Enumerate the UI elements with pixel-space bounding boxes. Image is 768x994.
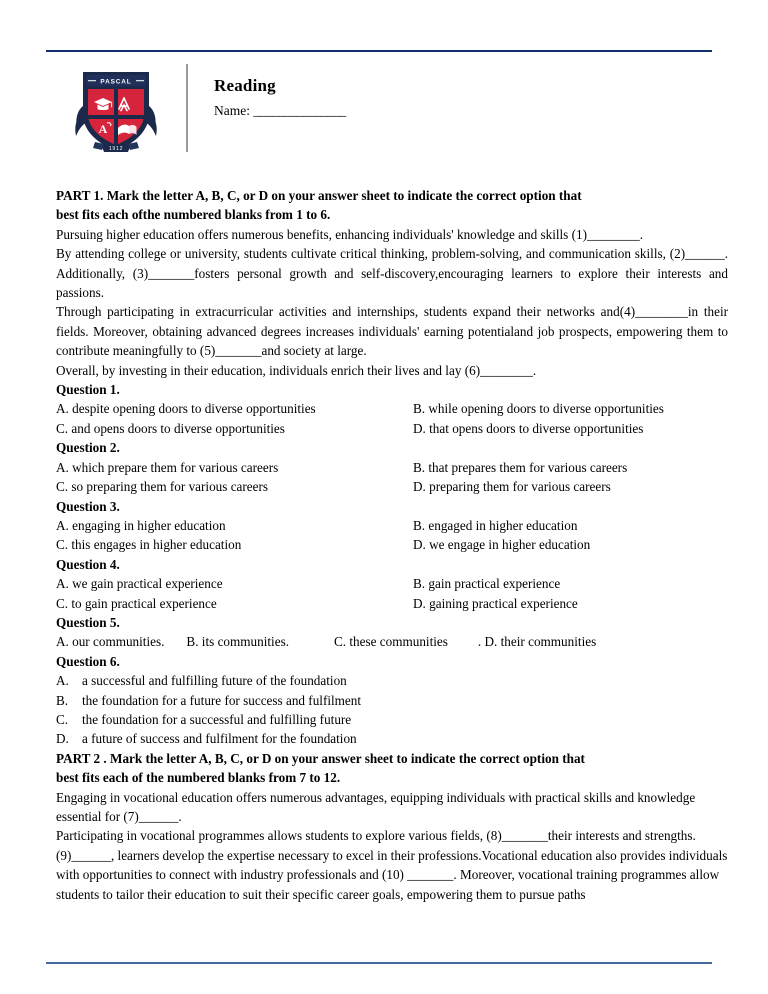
question-6-option-a-text: a successful and fulfilling future of the foundation xyxy=(82,673,347,689)
question-6-option-d-text: a future of success and fulfilment for the foundation xyxy=(82,731,357,747)
question-3-options-row-2 xyxy=(56,535,728,554)
question-6-option-a[interactable] xyxy=(56,671,728,690)
name-field-line xyxy=(214,102,346,120)
question-2-option-b[interactable]: B. that prepares them for various careers xyxy=(413,459,628,475)
title-block xyxy=(188,62,346,120)
question-2-option-d[interactable]: D. preparing them for various careers xyxy=(413,479,611,495)
svg-text:A: A xyxy=(98,122,108,136)
part1-passage-para-4: Overall, by investing in their education, individuals enrich their lives and lay (6)________. xyxy=(56,362,537,378)
worksheet-content xyxy=(56,186,728,904)
part2-heading-line2: best fits each of the numbered blanks from 7 to 12. xyxy=(56,770,341,786)
part2-passage-para-2: Participating in vocational programmes allows students to explore various fields, (8)_______their interests and strengths. (9)______, learners develop the expertise necessary to excel in their professions.Vocational education also provides individuals with opportunities to connect with industry professionals and (10) _______. Moreover, vocational training programmes allow students to tailor their education to suit their specific career goals, empowering them to pursue paths xyxy=(56,828,728,902)
question-3-option-b[interactable]: B. engaged in higher education xyxy=(413,517,578,533)
question-2-option-a[interactable]: A. which prepare them for various careers xyxy=(56,459,279,475)
question-6-option-c-text: the foundation for a successful and fulfilling future xyxy=(82,711,352,727)
question-1-options-row-2 xyxy=(56,419,728,438)
question-5-options-row xyxy=(56,632,728,651)
question-2-options-row-2 xyxy=(56,477,728,496)
question-5-option-d[interactable]: . D. their communities xyxy=(477,634,597,650)
question-4-option-d[interactable]: D. gaining practical experience xyxy=(413,595,578,611)
part1-heading-line1: PART 1. Mark the letter A, B, C, or D on your answer sheet to indicate the correct option that xyxy=(56,188,582,203)
question-3-option-c[interactable]: C. this engages in higher education xyxy=(56,537,242,553)
part1-heading-line2: best fits each ofthe numbered blanks from 1 to 6. xyxy=(56,207,331,223)
question-1-options-row-1 xyxy=(56,399,728,418)
question-6-option-c-letter: C. xyxy=(56,711,69,727)
name-label: Name: xyxy=(214,103,250,119)
pascal-school-crest-icon xyxy=(73,64,159,156)
question-1-option-c[interactable]: C. and opens doors to diverse opportunities xyxy=(56,420,285,436)
header-rule-top xyxy=(46,50,712,52)
question-4-option-b[interactable]: B. gain practical experience xyxy=(413,576,561,592)
question-4-option-a[interactable]: A. we gain practical experience xyxy=(56,576,223,592)
question-2-option-c[interactable]: C. so preparing them for various careers xyxy=(56,479,269,495)
question-6-option-d[interactable] xyxy=(56,729,728,748)
question-5-option-c[interactable]: C. these communities xyxy=(334,634,448,650)
question-5-option-b[interactable]: B. its communities. xyxy=(186,634,289,650)
question-6-label: Question 6. xyxy=(56,653,120,669)
question-6-option-a-letter: A. xyxy=(56,673,69,689)
question-1-option-a[interactable]: A. despite opening doors to diverse opportunities xyxy=(56,401,316,417)
question-3-label: Question 3. xyxy=(56,498,120,514)
question-5-label: Question 5. xyxy=(56,614,120,630)
question-1-label: Question 1. xyxy=(56,382,120,398)
crest-school-name: PASCAL xyxy=(100,78,132,86)
question-3-option-a[interactable]: A. engaging in higher education xyxy=(56,517,226,533)
page-title: Reading xyxy=(214,76,276,95)
crest-founding-year: 1912 xyxy=(108,146,124,152)
name-blank: _______________ xyxy=(253,103,346,119)
document-masthead xyxy=(46,62,712,162)
question-3-option-d[interactable]: D. we engage in higher education xyxy=(413,537,591,553)
question-2-options-row-1 xyxy=(56,458,728,477)
question-6-option-b-text: the foundation for a future for success and fulfilment xyxy=(82,692,362,708)
question-5-option-a[interactable]: A. our communities. xyxy=(56,634,165,650)
part1-passage-para-3: Through participating in extracurricular activities and internships, students expand their networks and(4)________in their fields. Moreover, obtaining advanced degrees increases individuals' earning potentialand job prospects, empowering them to contribute meaningfully to (5)_______and society at large. xyxy=(56,304,728,359)
question-6-option-b-letter: B. xyxy=(56,692,69,708)
school-logo xyxy=(46,62,186,158)
question-4-option-c[interactable]: C. to gain practical experience xyxy=(56,595,217,611)
part1-passage-para-1: Pursuing higher education offers numerous benefits, enhancing individuals' knowledge and skills (1)________. xyxy=(56,226,644,242)
part2-passage-para-1: Engaging in vocational education offers numerous advantages, equipping individuals with practical skills and knowledge essential for (7)______. xyxy=(56,789,696,824)
question-2-label: Question 2. xyxy=(56,440,120,456)
question-4-label: Question 4. xyxy=(56,556,120,572)
question-6-option-c[interactable] xyxy=(56,710,728,729)
question-6-option-d-letter: D. xyxy=(56,731,69,747)
question-1-option-b[interactable]: B. while opening doors to diverse opportunities xyxy=(413,401,664,417)
question-3-options-row-1 xyxy=(56,516,728,535)
question-4-options-row-2 xyxy=(56,594,728,613)
question-6-option-b[interactable] xyxy=(56,691,728,710)
question-1-option-d[interactable]: D. that opens doors to diverse opportunities xyxy=(413,420,644,436)
part1-passage-para-2: By attending college or university, students cultivate critical thinking, problem-solving, and communication skills, (2)______. Additionally, (3)_______fosters personal growth and self-discovery,encouraging learners to explore their interests and passions. xyxy=(56,246,728,301)
part2-heading-line1: PART 2 . Mark the letter A, B, C, or D on your answer sheet to indicate the correct option that xyxy=(56,750,585,766)
question-4-options-row-1 xyxy=(56,574,728,593)
footer-rule-bottom xyxy=(46,962,712,964)
